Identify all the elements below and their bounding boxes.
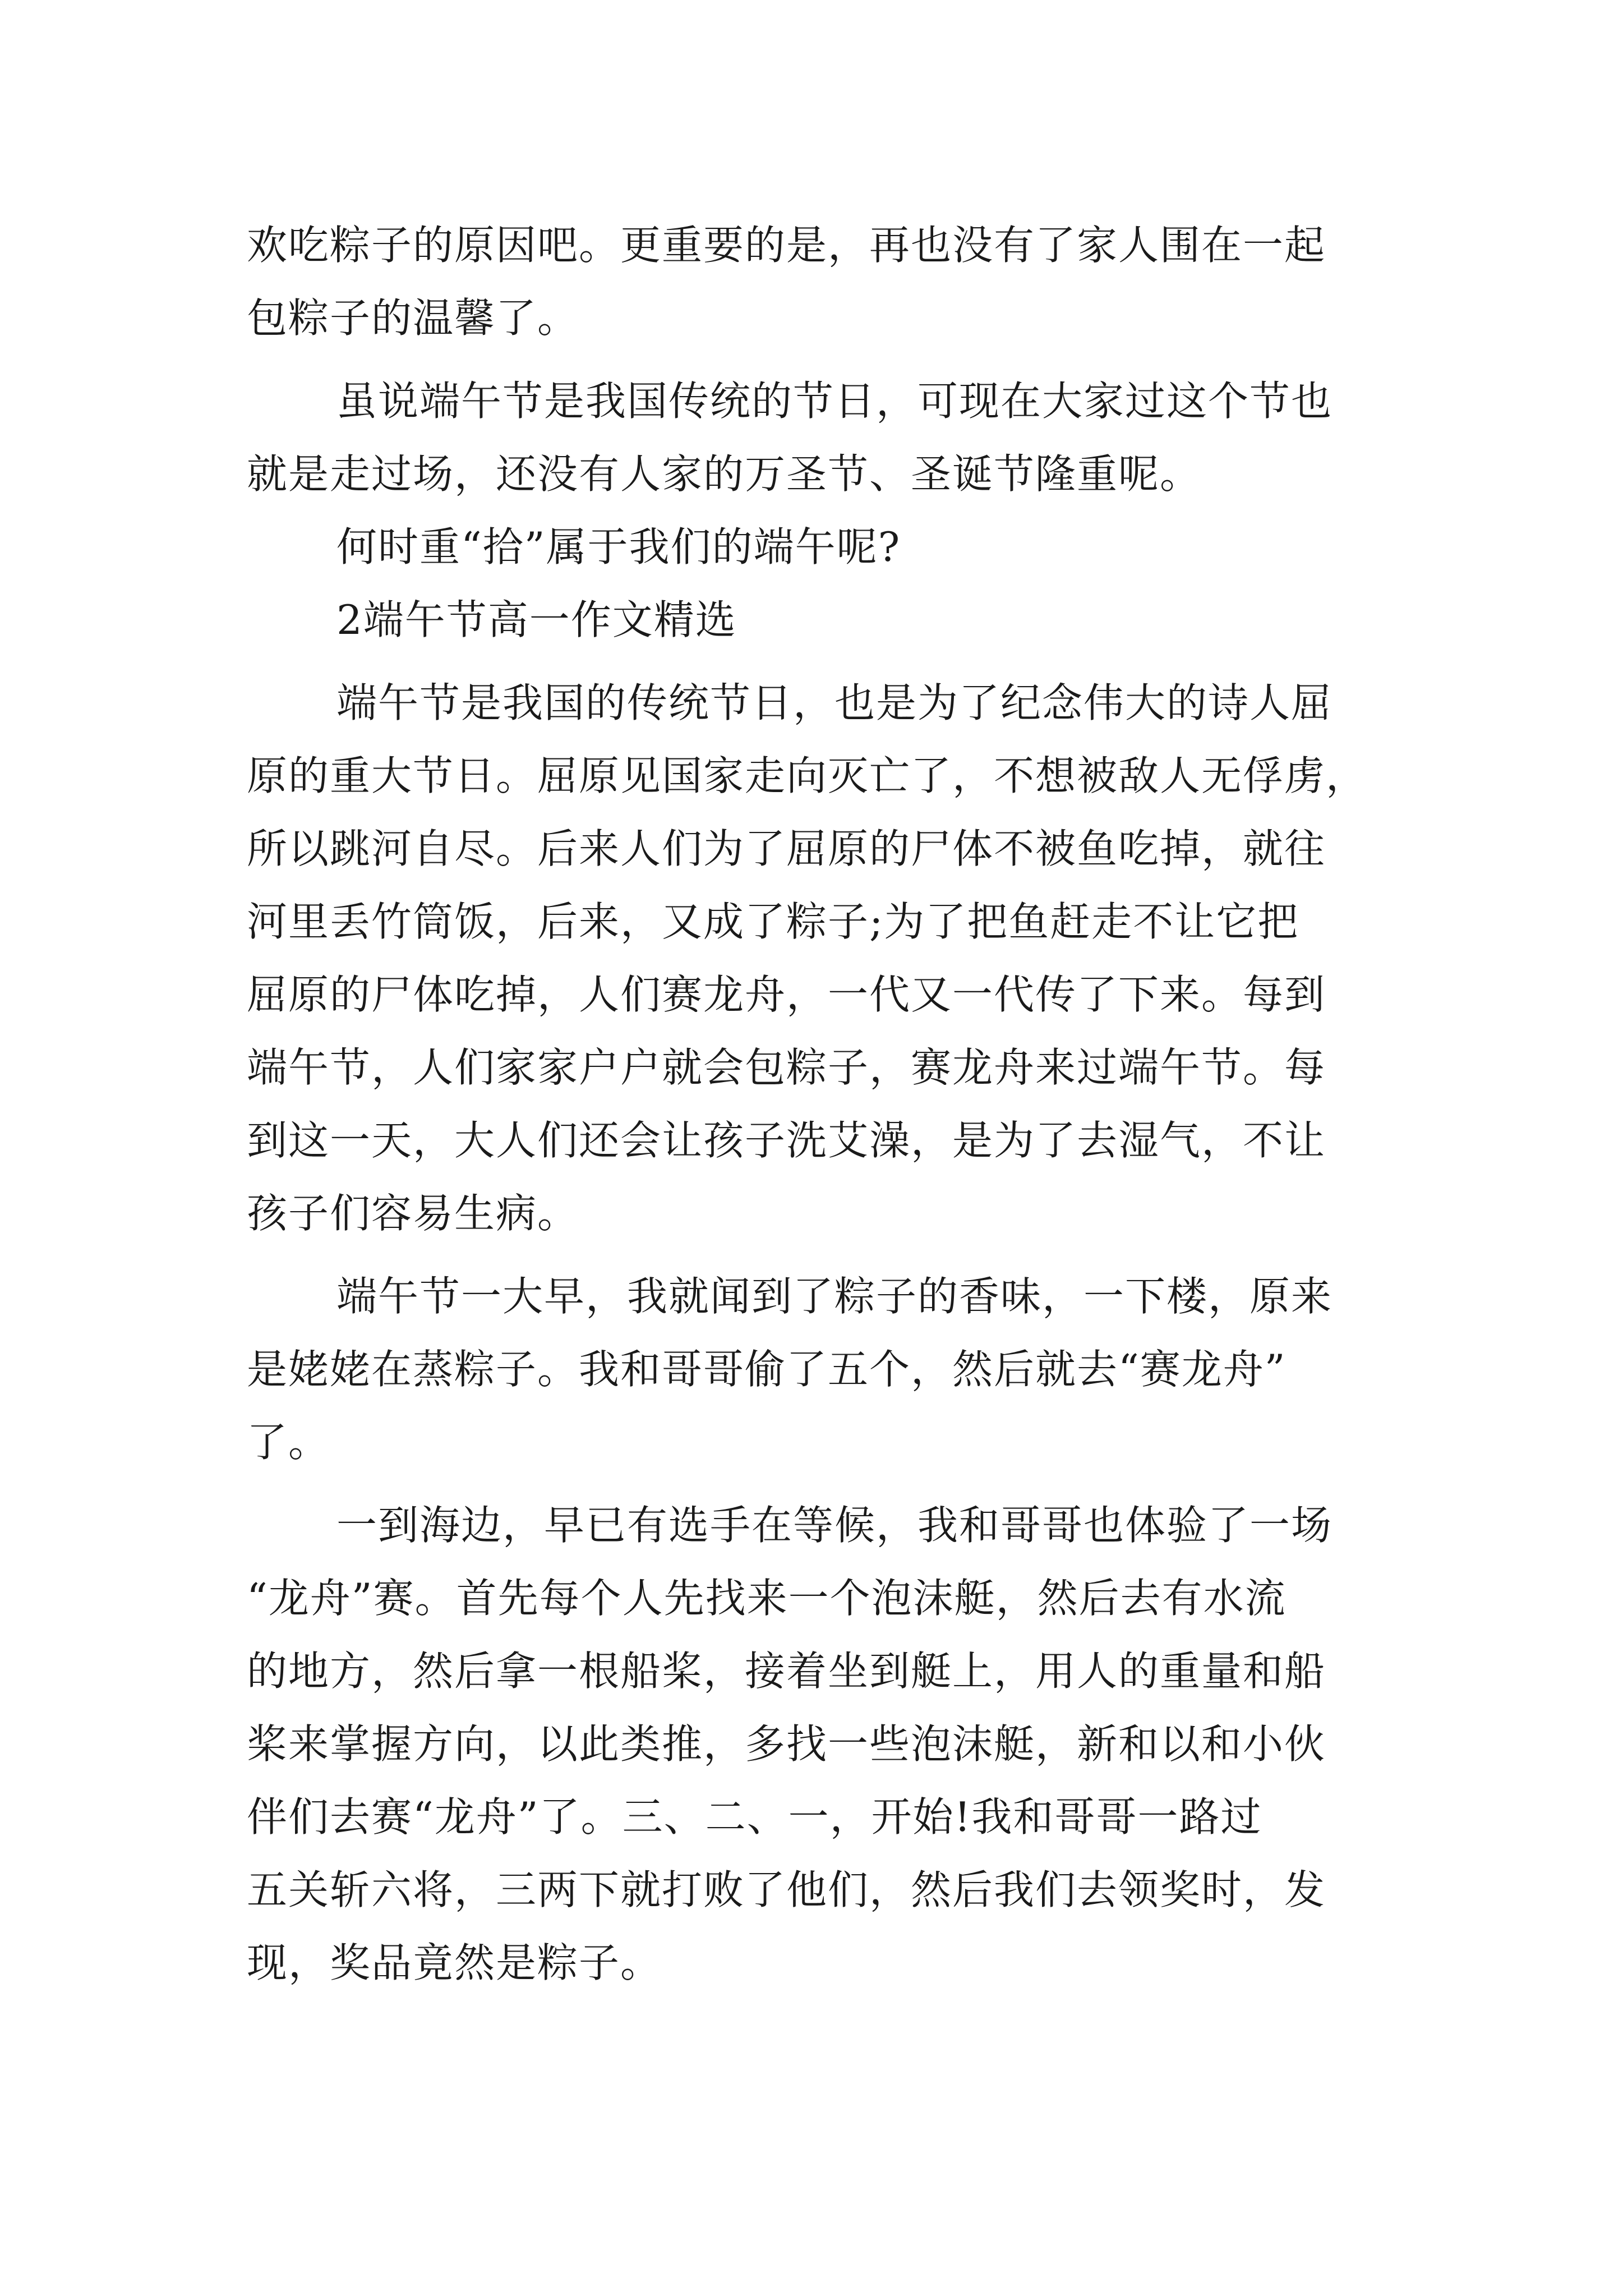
text-line: 桨来掌握方向，以此类推，多找一些泡沫艇，新和以和小伙: [247, 1720, 1326, 1768]
text-line: 端午节是我国的传统节日，也是为了纪念伟大的诗人屈: [336, 679, 1333, 726]
text-line: 五关斩六将，三两下就打败了他们，然后我们去领奖时，发: [247, 1866, 1326, 1913]
text-line: 原的重大节日。屈原见国家走向灭亡了，不想被敌人无俘虏，: [247, 752, 1368, 799]
text-line: 就是走过场，还没有人家的万圣节、圣诞节隆重呢。: [247, 450, 1202, 498]
text-line: 包粽子的温馨了。: [247, 295, 579, 342]
text-line: 了。: [247, 1419, 330, 1466]
text-line: 河里丢竹筒饭，后来，又成了粽子;为了把鱼赶走不让它把: [247, 898, 1299, 945]
text-line: 欢吃粽子的原因吧。更重要的是，再也没有了家人围在一起: [247, 222, 1326, 269]
text-line: 伴们去赛“龙舟”了。三、二、一，开始!我和哥哥一路过: [247, 1793, 1262, 1841]
text-line: 屈原的尸体吃掉，人们赛龙舟，一代又一代传了下来。每到: [247, 971, 1326, 1018]
essay-body: [247, 209, 1391, 1999]
text-line: 到这一天，大人们还会让孩子洗艾澡，是为了去湿气，不让: [247, 1117, 1326, 1164]
text-line: 端午节一大早，我就闻到了粽子的香味，一下楼，原来: [336, 1273, 1333, 1320]
text-line: 是姥姥在蒸粽子。我和哥哥偷了五个，然后就去“赛龙舟”: [247, 1346, 1287, 1393]
text-line: 一到海边，早已有选手在等候，我和哥哥也体验了一场: [336, 1502, 1333, 1549]
text-line: 孩子们容易生病。: [247, 1190, 579, 1237]
text-line: 的地方，然后拿一根船桨，接着坐到艇上，用人的重量和船: [247, 1648, 1326, 1695]
section-heading: 2端午节高一作文精选: [336, 596, 737, 643]
text-line: 何时重“拾”属于我们的端午呢?: [336, 523, 901, 570]
text-line: “龙舟”赛。首先每个人先找来一个泡沫艇，然后去有水流: [247, 1575, 1287, 1622]
text-line: 端午节，人们家家户户就会包粽子，赛龙舟来过端午节。每: [247, 1044, 1326, 1091]
text-line: 现，奖品竟然是粽子。: [247, 1939, 662, 1986]
text-line: 所以跳河自尽。后来人们为了屈原的尸体不被鱼吃掉，就往: [247, 825, 1326, 872]
text-line: 虽说端午节是我国传统的节日，可现在大家过这个节也: [336, 378, 1333, 425]
